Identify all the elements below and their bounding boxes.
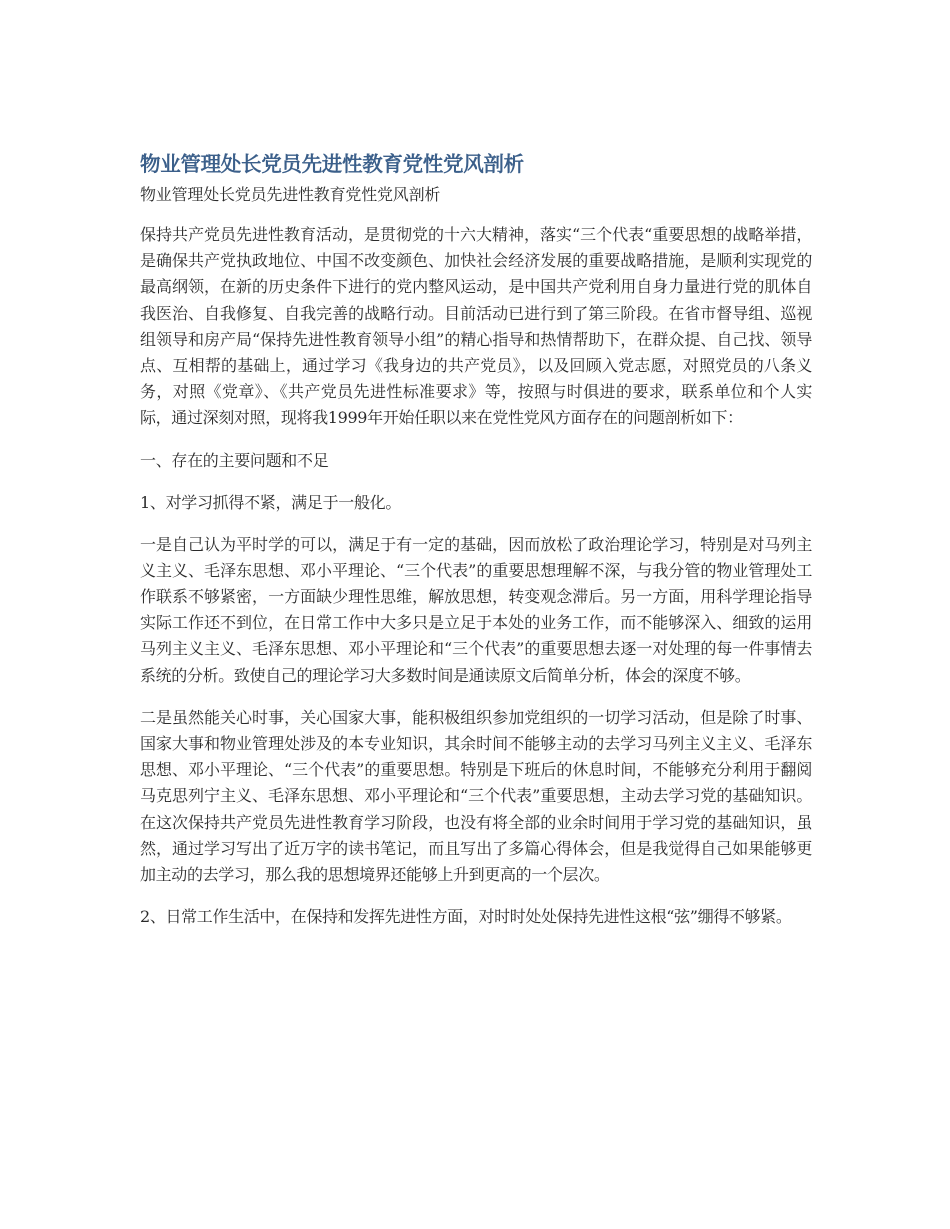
intro-paragraph: 保持共产党员先进性教育活动，是贯彻党的十六大精神，落实“三个代表“重要思想的战略举措，是确保共产党执政地位、中国不改变颜色、加快社会经济发展的重要战略措施，是顺利实现党的最高纲领，在新的历史条件下进行的党内整风运动，是中国共产党利用自身力量进行党的肌体自我医治、自我修复、自我完善的战略行动。目前活动已进行到了第三阶段。在省市督导组、巡视组领导和房产局“保持先进性教育领导小组”的精心指导和热情帮助下，在群众提、自己找、领导点、互相帮的基础上，通过学习《我身边的共产党员》，以及回顾入党志愿，对照党员的八条义务，对照《党章》、《共产党员先进性标准要求》等，按照与时俱进的要求，联系单位和个人实际，通过深刻对照，现将我1999年开始任职以来在党性党风方面存在的问题剖析如下： [140,225,812,428]
body-paragraph: 二是虽然能关心时事，关心国家大事，能积极组织参加党组织的一切学习活动，但是除了时事、国家大事和物业管理处涉及的本专业知识，其余时间不能够主动的去学习马列主义主义、毛泽东思想、邓小平理论、“三个代表”的重要思想。特别是下班后的休息时间，不能够充分利用于翻阅马克思列宁主义、毛泽东思想、邓小平理论和“三个代表”重要思想，主动去学习党的基础知识。在这次保持共产党员先进性教育学习阶段，也没有将全部的业余时间用于学习党的基础知识，虽然，通过学习写出了近万字的读书笔记，而且写出了多篇心得体会，但是我觉得自己如果能够更加主动的去学习，那么我的思想境界还能够上升到更高的一个层次。 [140,707,812,885]
section-heading: 一、存在的主要问题和不足 [140,450,329,470]
body-paragraph: 一是自己认为平时学的可以，满足于有一定的基础，因而放松了政治理论学习，特别是对马列主义主义、毛泽东思想、邓小平理论、“三个代表”的重要思想理解不深，与我分管的物业管理处工作联系不够紧密，一方面缺少理性思维，解放思想，转变观念滞后。另一方面，用科学理论指导实际工作还不到位，在日常工作中大多只是立足于本处的业务工作，而不能够深入、细致的运用马列主义主义、毛泽东思想、邓小平理论和“三个代表”的重要思想去逐一对处理的每一件事情去系统的分析。致使自己的理论学习大多数时间是通读原文后简单分析，体会的深度不够。 [140,534,812,685]
document-page [140,148,812,946]
subsection-heading: 1、对学习抓得不紧，满足于一般化。 [140,492,402,512]
subsection-heading: 2、日常工作生活中，在保持和发挥先进性方面，对时时处处保持先进性这根“弦”绷得不够紧。 [140,907,792,927]
document-subtitle: 物业管理处长党员先进性教育党性党风剖析 [140,185,441,204]
document-title: 物业管理处长党员先进性教育党性党风剖析 [140,152,524,176]
